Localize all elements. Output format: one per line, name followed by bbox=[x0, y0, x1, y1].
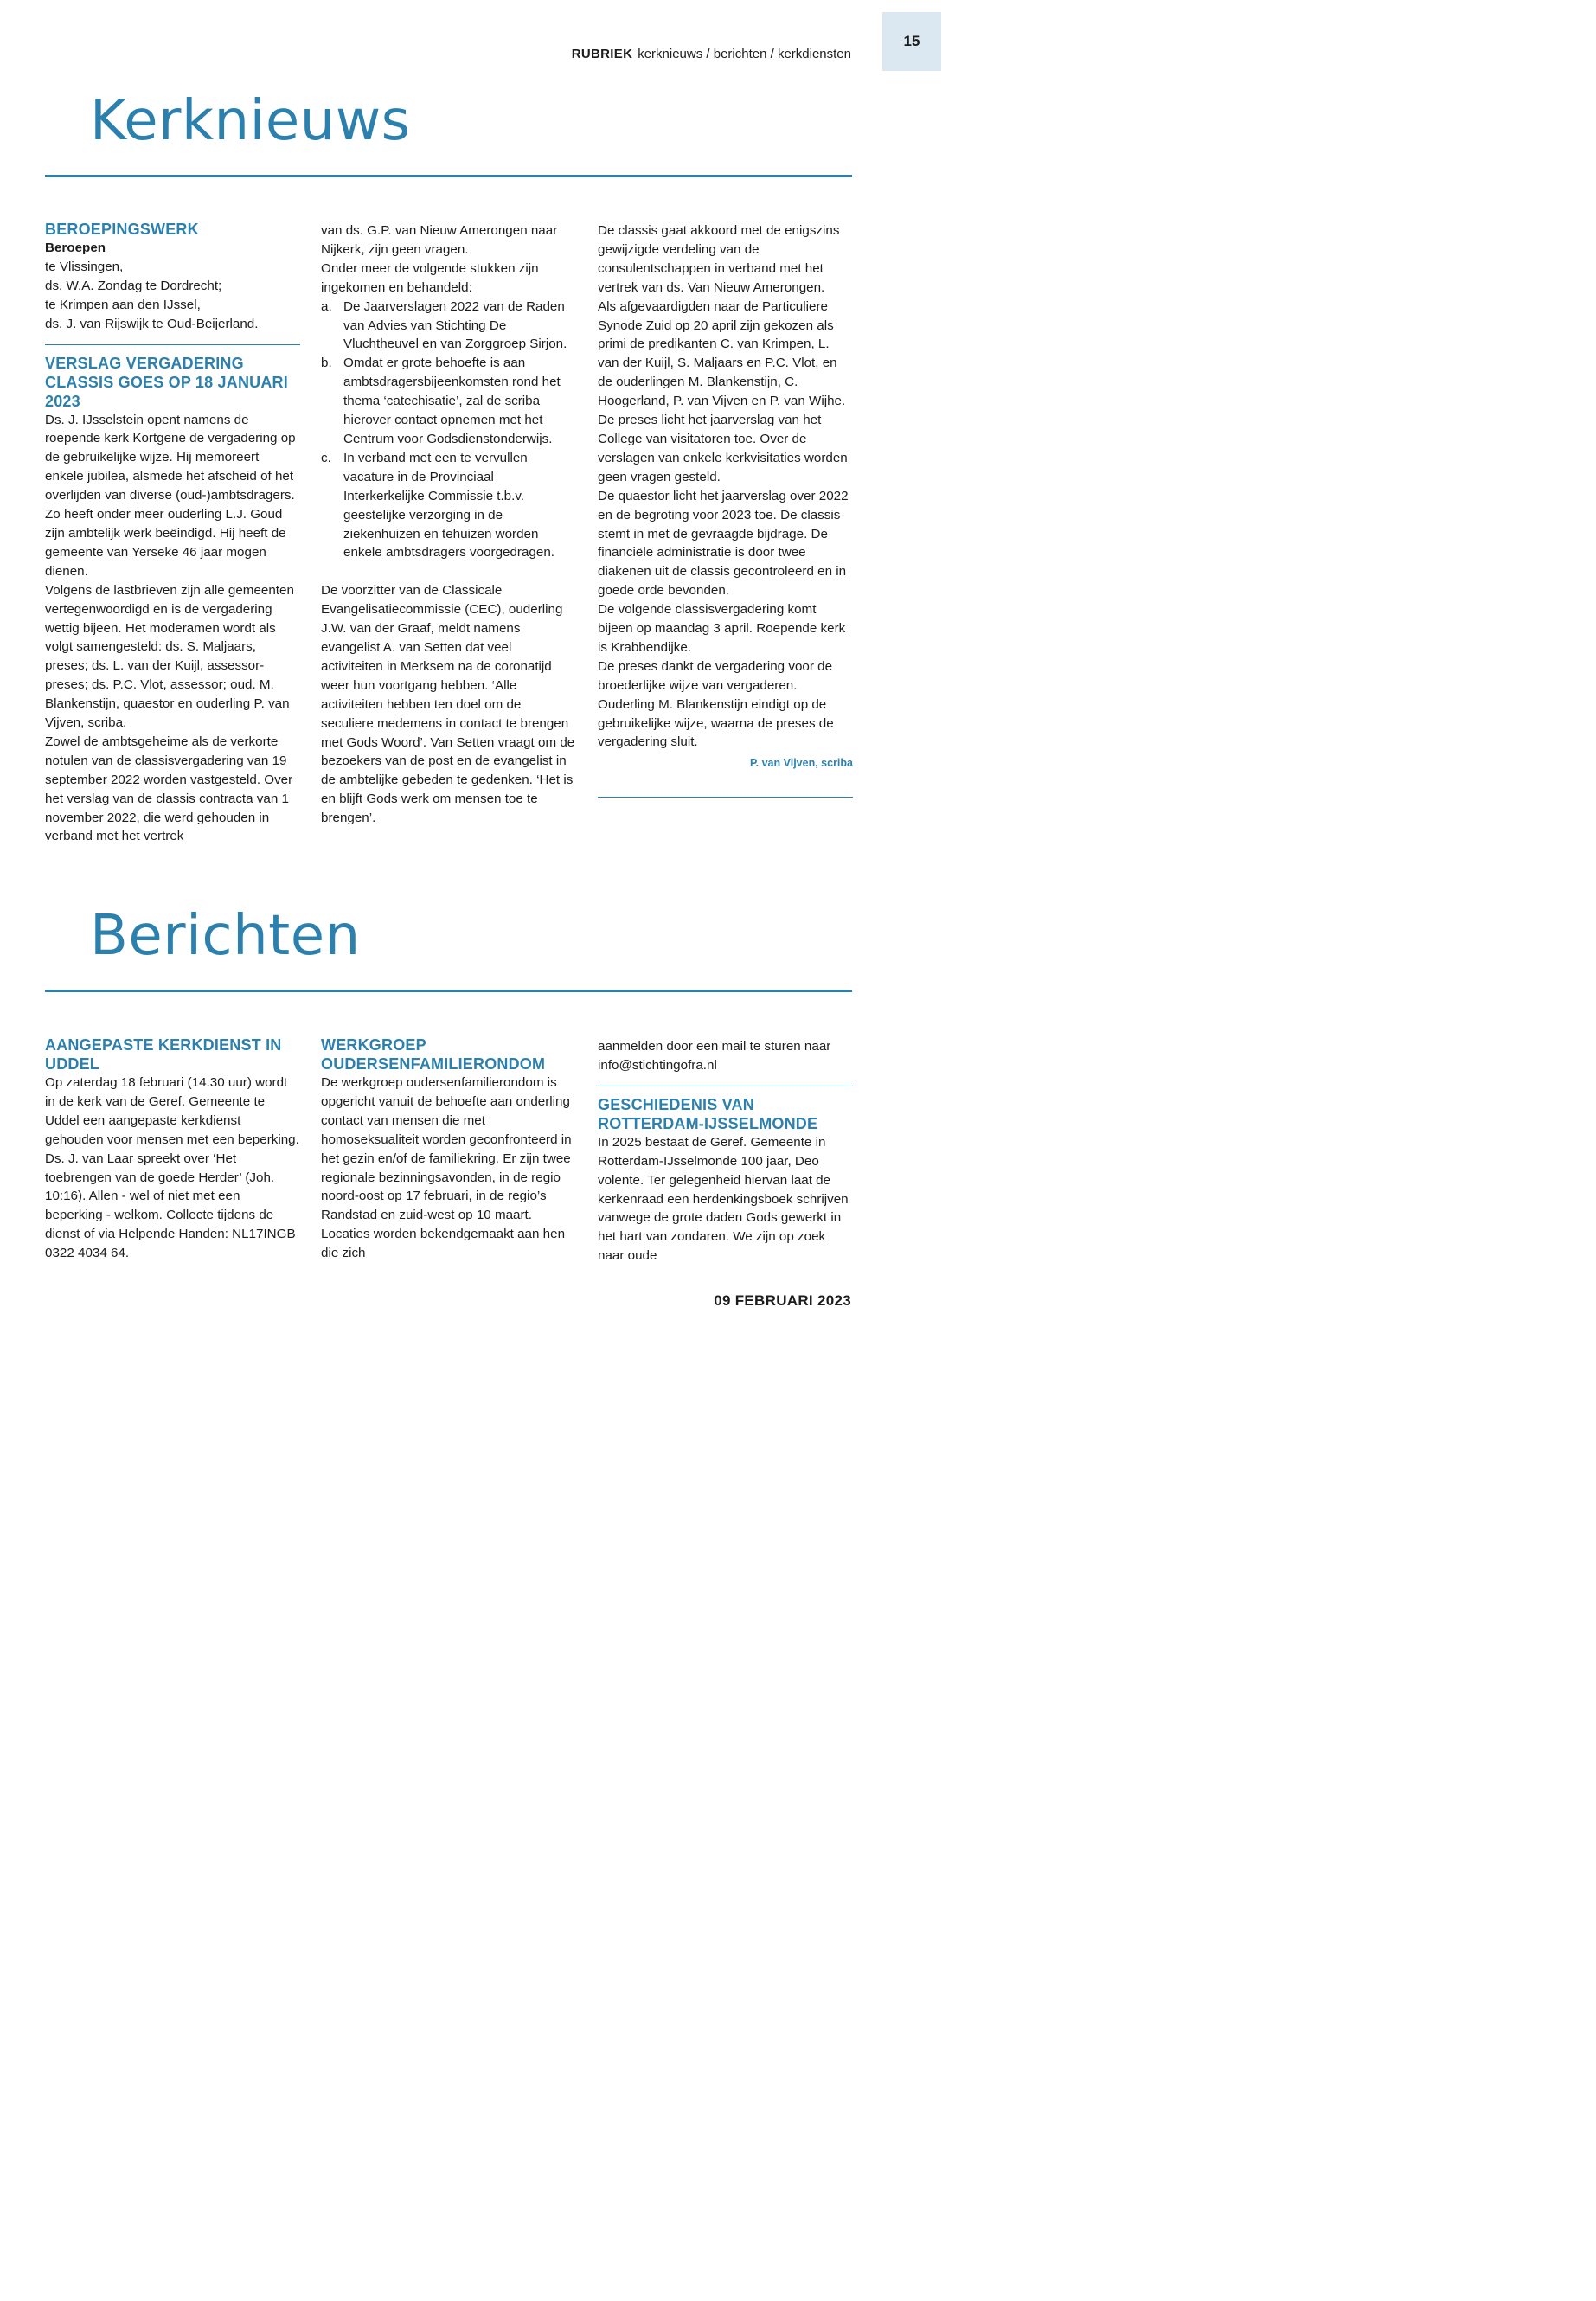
verslag-paragraph: De quaestor licht het jaarverslag over 2022 en de begroting voor 2023 toe. De classis stemt in met de gevraagde bijdrage. De financiële administratie is door twee diakenen uit de classis gecontroleerd en in goede orde bevonden. bbox=[598, 488, 849, 599]
verslag-paragraph: Onder meer de volgende stukken zijn ingekomen en behandeld: bbox=[321, 260, 539, 295]
bericht-paragraph: aanmelden door een mail te sturen naar info@stichtingofra.nl bbox=[598, 1039, 831, 1073]
list-item-text: Omdat er grote behoefte is aan ambtsdragersbijeenkomsten rond het thema ‘catechisatie’, zal de scriba hierover contact opnemen met het Centrum voor Godsdienstonderwijs. bbox=[343, 356, 561, 446]
issue-date: 09 FEBRUARI 2023 bbox=[714, 1292, 851, 1309]
verslag-paragraph: De volgende classisvergadering komt bijeen op maandag 3 april. Roepende kerk is Krabbendijke. bbox=[598, 602, 846, 655]
heading-geschiedenis: GESCHIEDENIS VAN ROTTERDAM-IJSSELMONDE bbox=[598, 1095, 818, 1132]
rubriek-text: kerknieuws / berichten / kerkdiensten bbox=[638, 47, 851, 61]
bericht-paragraph: In 2025 bestaat de Geref. Gemeente in Rotterdam-IJsselmonde 100 jaar, Deo volente. Ter gelegenheid hiervan laat de kerkenraad een herdenkingsboek schrijven vanwege de grote daden Gods gewerkt in het hart van zondaren. We zijn op zoek naar oude bbox=[598, 1134, 849, 1264]
heading-verslag-vergadering: VERSLAG VERGADERING CLASSIS GOES OP 18 JANUARI 2023 bbox=[45, 354, 288, 410]
heading-aangepaste-kerkdienst: AANGEPASTE KERKDIENST IN UDDEL bbox=[45, 1036, 282, 1073]
kerknieuws-column-3 bbox=[598, 221, 853, 798]
section-divider-berichten bbox=[45, 990, 852, 992]
list-marker: c. bbox=[321, 450, 331, 465]
divider bbox=[45, 344, 300, 345]
signature: P. van Vijven, scriba bbox=[749, 757, 853, 770]
heading-beroepingswerk: BEROEPINGSWERK bbox=[45, 221, 199, 238]
subheading-beroepen: Beroepen bbox=[45, 240, 106, 255]
verslag-paragraph: Als afgevaardigden naar de Particuliere Synode Zuid op 20 april zijn gekozen als primi de predikanten C. van Krimpen, L. van der Kuijl, S. Maljaars en P.C. Vlot, en de ouderlingen M. Blankenstijn, C. Hoogerland, P. van Vijven en P. van Wijhe. bbox=[598, 298, 846, 409]
verslag-paragraph: Volgens de lastbrieven zijn alle gemeenten vertegenwoordigd en is de vergadering wettig bijeen. Het moderamen wordt als volgt samengesteld: ds. S. Maljaars, preses; ds. L. van der Kuijl, assessor-preses; ds. P.C. Vlot, assessor; oud. M. Blankenstijn, quaestor en ouderling P. van Vijven, scriba. bbox=[45, 582, 294, 731]
list-item-text: In verband met een te vervullen vacature in de Provinciaal Interkerkelijke Commissie t.b.v. geestelijke verzorging in de ziekenhuizen en tehuizen worden enkele ambtsdragers voorgedragen. bbox=[343, 450, 554, 561]
verslag-paragraph: De voorzitter van de Classicale Evangelisatiecommissie (CEC), ouderling J.W. van der Graaf, meldt namens evangelist A. van Setten dat veel activiteiten in Merksem na de coronatijd weer hun voortgang hebben. ‘Alle activiteiten hebben ten doel om de seculiere medemens in contact te brengen met Gods Woord’. Van Setten vraagt om de bezoekers van de post en de evangelist in de ambtelijke gebeden te gedenken. ‘Het is en blijft Gods werk om mensen toe te brengen’. bbox=[321, 583, 575, 826]
kerknieuws-column-2 bbox=[321, 221, 576, 828]
section-title-berichten: Berichten bbox=[90, 904, 361, 968]
list-marker: b. bbox=[321, 356, 332, 371]
bericht-paragraph: Op zaterdag 18 februari (14.30 uur) wordt in de kerk van de Geref. Gemeente te Uddel een aangepaste kerkdienst gehouden voor mensen met een beperking. Ds. J. van Laar spreekt over ‘Het toebrengen van de goede Herder’ (Joh. 10:16). Allen - wel of niet met een beperking - welkom. Collecte tijdens de dienst of via Helpende Handen: NL17INGB 0322 4034 64. bbox=[45, 1075, 299, 1261]
stukken-list bbox=[321, 298, 576, 563]
rubriek-label: RUBRIEK bbox=[571, 47, 633, 61]
list-item bbox=[321, 449, 576, 562]
end-divider bbox=[598, 797, 853, 798]
heading-werkgroep: WERKGROEP OUDERSENFAMILIERONDOM bbox=[321, 1036, 546, 1073]
verslag-paragraph: De preses dankt de vergadering voor de broederlijke wijze van vergaderen. Ouderling M. Blankenstijn eindigt op de gebruikelijke wijze, waarna de preses de vergadering sluit. bbox=[598, 658, 834, 750]
verslag-paragraph: De classis gaat akkoord met de enigszins gewijzigde verdeling van de consulentschappen in verband met het vertrek van ds. Van Nieuw Amerongen. bbox=[598, 223, 840, 295]
section-title-kerknieuws: Kerknieuws bbox=[90, 89, 411, 153]
verslag-paragraph: De preses licht het jaarverslag van het College van visitatoren toe. Over de verslagen van enkele kerkvisitaties worden geen vragen gesteld. bbox=[598, 413, 848, 484]
list-item bbox=[321, 354, 576, 449]
berichten-column-1 bbox=[45, 1035, 300, 1263]
beroepen-line: ds. W.A. Zondag te Dordrecht; bbox=[45, 278, 222, 293]
spacer bbox=[321, 562, 576, 581]
bericht-paragraph: De werkgroep oudersenfamilierondom is opgericht vanuit de behoefte aan onderling contact van mensen die met homoseksualiteit worden geconfronteerd in het gezin en/of de familiekring. Er zijn twee regionale bezinningsavonden, in de regio noord-oost op 17 februari, in de regio’s Randstad en zuid-west op 10 maart. Locaties worden bekendgemaakt aan hen die zich bbox=[321, 1075, 572, 1261]
section-divider-kerknieuws bbox=[45, 175, 852, 177]
kerknieuws-column-1 bbox=[45, 220, 300, 846]
berichten-column-2 bbox=[321, 1035, 576, 1263]
verslag-paragraph: Ds. J. IJsselstein opent namens de roepende kerk Kortgene de vergadering op de gebruikelijke wijze. Hij memoreert enkele jubilea, alsmede het afscheid of het overlijden van diverse (oud-)ambtsdragers. Zo heeft onder meer ouderling L.J. Goud zijn ambtelijk werk beëindigd. Hij heeft de gemeente van Yerseke 46 jaar mogen dienen. bbox=[45, 412, 296, 579]
berichten-column-3 bbox=[598, 1037, 853, 1266]
verslag-paragraph: Zowel de ambtsgeheime als de verkorte notulen van de classisvergadering van 19 september 2022 worden vastgesteld. Over het verslag van de classis contracta van 1 november 2022, die werd gehouden in verband met het vertrek bbox=[45, 734, 293, 844]
list-marker: a. bbox=[321, 298, 332, 314]
beroepen-line: te Krimpen aan den IJssel, bbox=[45, 297, 201, 312]
list-item bbox=[321, 298, 576, 355]
beroepen-line: te Vlissingen, bbox=[45, 259, 124, 274]
verslag-paragraph: van ds. G.P. van Nieuw Amerongen naar Nijkerk, zijn geen vragen. bbox=[321, 223, 558, 257]
page-number: 15 bbox=[882, 12, 941, 71]
beroepen-line: ds. J. van Rijswijk te Oud-Beijerland. bbox=[45, 316, 259, 331]
rubriek-header bbox=[572, 47, 851, 61]
list-item-text: De Jaarverslagen 2022 van de Raden van Advies van Stichting De Vluchtheuvel en van Zorggroep Sirjon. bbox=[343, 298, 567, 352]
